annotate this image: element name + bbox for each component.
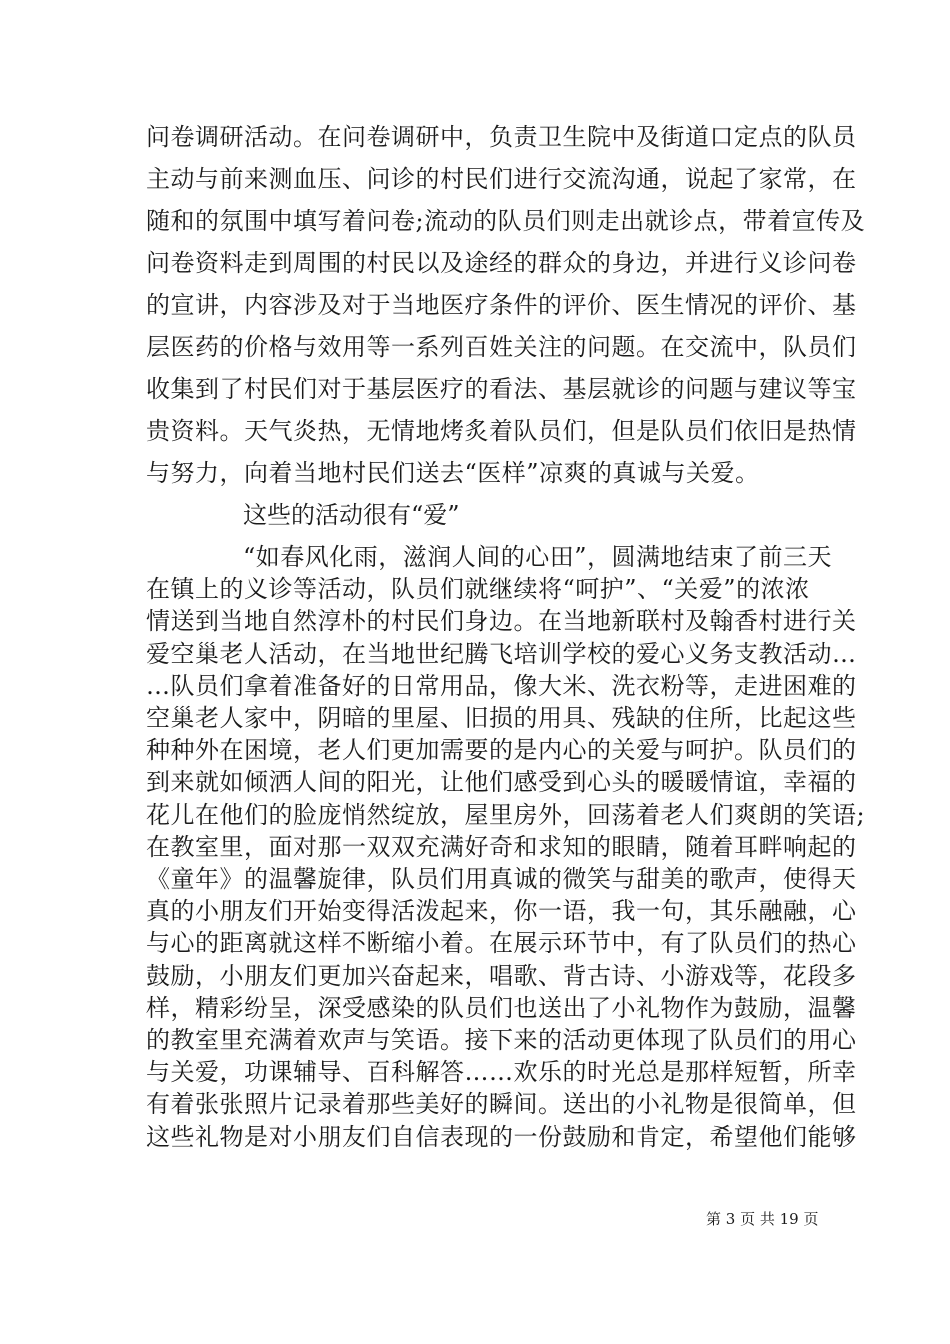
- paragraph-line: 《童年》的温馨旋律，队员们用真诚的微笑与甜美的歌声，使得天: [146, 865, 857, 893]
- paragraph-line: 收集到了村民们对于基层医疗的看法、基层就诊的问题与建议等宝: [146, 375, 857, 403]
- paragraph-line: 与关爱，功课辅导、百科解答……欢乐的时光总是那样短暂，所幸: [146, 1058, 857, 1087]
- paragraph-line: 层医药的价格与效用等一系列百姓关注的问题。在交流中，队员们: [146, 333, 857, 361]
- paragraph-line: 与努力，向着当地村民们送去“医样”凉爽的真诚与关爱。: [146, 459, 760, 487]
- paragraph-line: 空巢老人家中，阴暗的里屋、旧损的用具、残缺的住所，比起这些: [146, 704, 857, 732]
- paragraph-line: …队员们拿着准备好的日常用品，像大米、洗衣粉等，走进困难的: [146, 671, 857, 700]
- paragraph-line: 的宣讲，内容涉及对于当地医疗条件的评价、医生情况的评价、基: [146, 291, 857, 319]
- paragraph-line: 到来就如倾洒人间的阳光，让他们感受到心头的暖暖情谊，幸福的: [146, 768, 857, 797]
- paragraph-line: 鼓励，小朋友们更加兴奋起来，唱歌、背古诗、小游戏等，花段多: [146, 961, 857, 990]
- paragraph-line: 真的小朋友们开始变得活泼起来，你一语，我一句，其乐融融，心: [146, 897, 857, 926]
- paragraph-line: 贵资料。天气炎热，无情地烤炙着队员们，但是队员们依旧是热情: [146, 417, 857, 445]
- paragraph-line: 随和的氛围中填写着问卷;流动的队员们则走出就诊点，带着宣传及: [146, 207, 866, 235]
- paragraph-line: 的教室里充满着欢声与笑语。接下来的活动更体现了队员们的用心: [146, 1026, 857, 1054]
- page-number: 第 3 页 共 19 页: [706, 1210, 819, 1228]
- paragraph-line: 问卷资料走到周围的村民以及途经的群众的身边，并进行义诊问卷: [146, 249, 857, 277]
- paragraph-line: 在教室里，面对那一双双充满好奇和求知的眼睛，随着耳畔响起的: [146, 832, 857, 861]
- paragraph-line: 这些礼物是对小朋友们自信表现的一份鼓励和肯定，希望他们能够: [146, 1122, 857, 1151]
- paragraph-line: “如春风化雨，滋润人间的心田”，圆满地结束了前三天: [243, 543, 833, 571]
- paragraph-line: 样，精彩纷呈，深受感染的队员们也送出了小礼物作为鼓励，温馨: [146, 993, 857, 1022]
- paragraph-line: 花儿在他们的脸庞悄然绽放，屋里房外，回荡着老人们爽朗的笑语;: [146, 800, 866, 829]
- paragraph-line: 情送到当地自然淳朴的村民们身边。在当地新联村及翰香村进行关: [146, 607, 857, 636]
- paragraph-line: 爱空巢老人活动，在当地世纪腾飞培训学校的爱心义务支教活动…: [146, 639, 857, 668]
- paragraph-line: 主动与前来测血压、问诊的村民们进行交流沟通，说起了家常，在: [146, 165, 857, 193]
- paragraph-line: 种种外在困境，老人们更加需要的是内心的关爱与呵护。队员们的: [146, 736, 857, 765]
- paragraph-line: 有着张张照片记录着那些美好的瞬间。送出的小礼物是很简单，但: [146, 1090, 857, 1119]
- paragraph-line: 与心的距离就这样不断缩小着。在展示环节中，有了队员们的热心: [146, 929, 857, 958]
- section-heading: 这些的活动很有“爱”: [243, 501, 460, 529]
- paragraph-line: 在镇上的义诊等活动，队员们就继续将“呵护”、“关爱”的浓浓: [146, 575, 810, 604]
- paragraph-line: 问卷调研活动。在问卷调研中，负责卫生院中及街道口定点的队员: [146, 123, 857, 151]
